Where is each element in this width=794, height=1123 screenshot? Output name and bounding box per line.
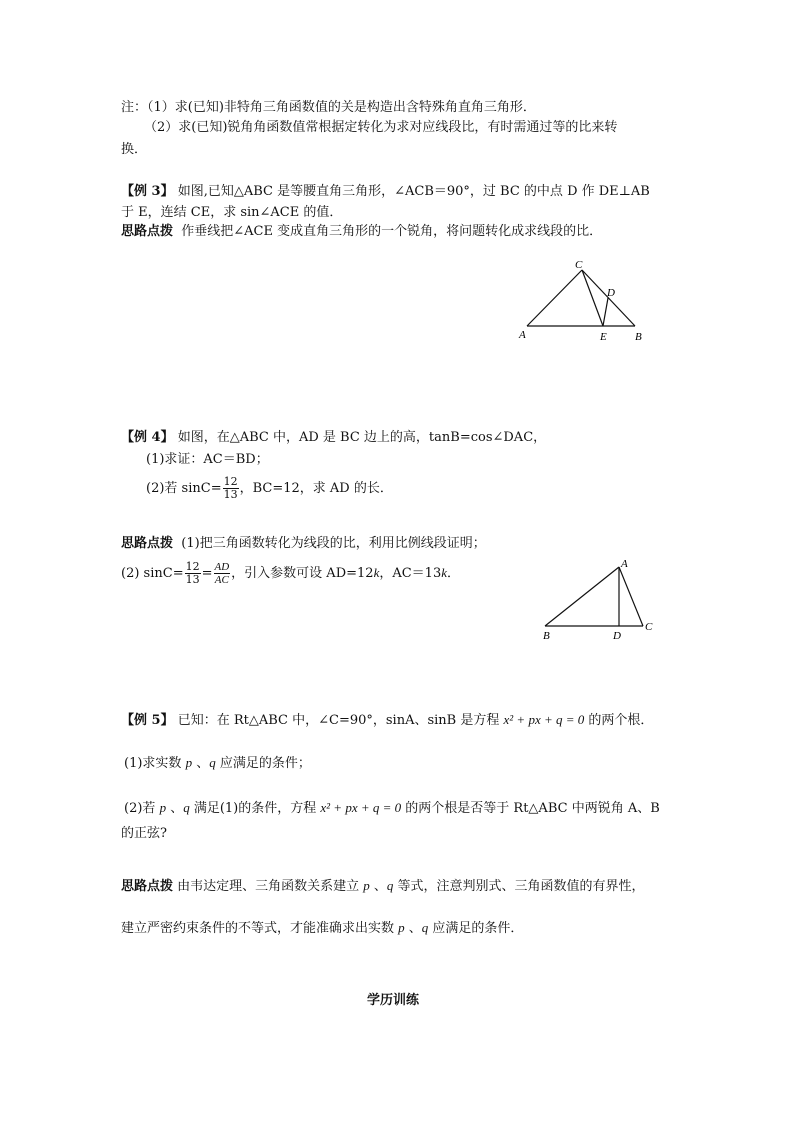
example-4-hint-1 [121,536,486,552]
example-5-line-1 [121,712,653,729]
point-label-d: D [607,287,615,299]
example-5-text: 已知：在 Rt△ABC 中，∠C=90°，sinA、sinB 是方程 [173,713,504,728]
hint-2-prefix: (2) sinC= [121,566,184,581]
example-3-tag: 【例 3】 [121,184,174,199]
example-4-text: 如图，在△ABC 中，AD 是 BC 边上的高，tanB=cos∠DAC， [173,430,547,445]
fraction-12-13 [223,476,239,501]
point-label-b: B [635,331,642,343]
hint-2-middle-2: ，AC＝13 [379,566,442,581]
question-2-suffix: 的两个根是否等于 Rt△ABC 中两锐角 A、B [401,801,660,816]
variable-p: p [363,878,370,893]
variable-q: q [183,800,190,815]
separator: 、 [192,756,210,771]
note-line-3: 换． [121,142,148,157]
variable-q: q [386,878,394,893]
example-4-tag: 【例 4】 [121,430,174,445]
figure-example-3 [515,258,650,343]
fraction-numerator: AD [214,561,230,573]
example-4-question-1: (1)求证：AC＝BD； [146,452,269,467]
equals-sign: = [201,566,213,581]
fraction-12-13 [185,561,201,586]
point-label-c: C [575,259,583,271]
equation: x² + px + q = 0 [320,800,402,815]
example-5-hint-2 [121,920,523,937]
example-5-question-2 [124,800,660,817]
example-3-line-2: 于 E，连结 CE，求 sin∠ACE 的值． [121,205,343,220]
hint-2-suffix: 应满足的条件． [428,921,524,936]
fraction-denominator: 13 [223,488,238,501]
fraction-numerator: 12 [223,475,238,488]
question-1-suffix: 应满足的条件； [215,756,311,771]
question-2-prefix: (2)若 [124,801,160,816]
question-2-middle: 满足(1)的条件，方程 [189,801,321,816]
fraction-numerator: 12 [185,560,200,573]
example-3-text: 如图,已知△ABC 是等腰直角三角形，∠ACB＝90°，过 BC 的中点 D 作 DE⊥AB [173,184,650,199]
fraction-denominator: AC [214,574,229,586]
param-k: k [441,565,448,580]
fraction-ad-ac [214,561,231,586]
hint-label: 思路点拨 [121,879,174,894]
hint-label: 思路点拨 [121,224,174,239]
point-label-e: E [600,331,607,343]
point-label-a: A [519,329,526,341]
hint-text: 作垂线把∠ACE 变成直角三角形的一个锐角，将问题转化成求线段的比． [181,224,603,239]
variable-p: p [159,800,167,815]
example-4-hint-2 [121,559,460,588]
variable-p: p [398,920,405,935]
separator: 、 [166,801,184,816]
point-label-a: A [621,558,628,570]
figure-example-4 [535,555,665,645]
separator: 、 [404,921,422,936]
example-5-question-2-line-2: 的正弦? [121,826,167,841]
hint-label: 思路点拨 [121,536,174,551]
note-line-1: 注：（1）求(已知)非特角三角函数值的关是构造出含特殊角直角三角形． [121,100,536,115]
example-3-hint [121,224,602,240]
fraction-denominator: 13 [185,573,200,586]
separator: 、 [369,879,387,894]
variable-q: q [209,755,216,770]
hint-1-prefix: 由韦达定理、三角函数关系建立 [173,879,364,894]
section-title: 学历训练 [367,993,420,1008]
example-5-question-1 [124,755,311,772]
hint-2-prefix: 建立严密约束条件的不等式，才能准确求出实数 [121,921,399,936]
example-5-hint-1 [121,878,645,895]
question-1-prefix: (1)求实数 [124,756,186,771]
example-3-line-1 [121,184,650,200]
hint-1-suffix: 等式，注意判别式、三角函数值的有界性， [393,879,645,894]
example-4-line-1 [121,430,546,446]
hint-text-1: (1)把三角函数转化为线段的比，利用比例线段证明； [181,536,486,551]
point-label-c: C [645,621,653,633]
question-2-prefix: (2)若 sinC= [146,481,222,496]
point-label-d: D [613,630,621,642]
example-5-text-end: 的两个根． [584,713,654,728]
param-k: k [373,565,380,580]
hint-2-middle: ，引入参数可设 AD=12 [231,566,374,581]
point-label-b: B [543,630,550,642]
example-4-question-2 [146,475,393,503]
example-5-tag: 【例 5】 [121,713,174,728]
variable-p: p [185,755,193,770]
question-2-suffix: ，BC=12，求 AD 的长． [239,481,393,496]
variable-q: q [421,920,429,935]
equation: x² + px + q = 0 [503,712,585,727]
hint-2-end: ． [447,566,461,581]
note-line-2: （2）求(已知)锐角角函数值常根据定转化为求对应线段比，有时需通过等的比来转 [144,120,618,135]
